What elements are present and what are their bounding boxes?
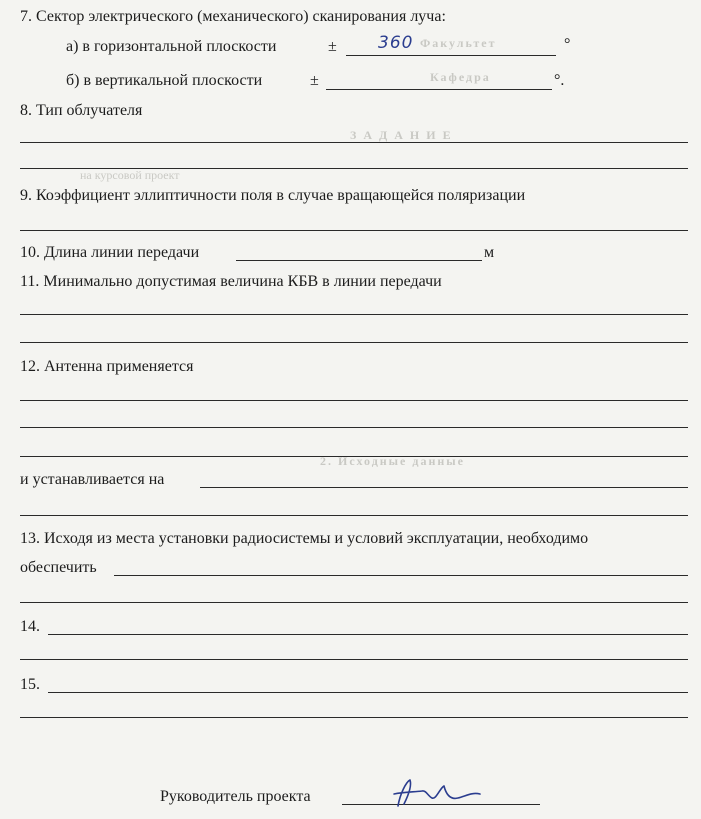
item-15-field-line-1[interactable]	[48, 692, 688, 693]
item-7b-sign: ±	[310, 72, 319, 89]
item-7a-unit: °	[564, 36, 571, 53]
item-13-line-2: обеспечить	[20, 559, 97, 576]
item-7a-label: а) в горизонтальной плоскости	[66, 38, 277, 55]
show-through-text: З А Д А Н И Е	[350, 128, 453, 142]
item-10-field[interactable]	[236, 260, 482, 261]
item-7b-label: б) в вертикальной плоскости	[66, 72, 263, 89]
show-through-text: на курсовой проект	[80, 168, 180, 182]
item-12-title: 12. Антенна применяется	[20, 358, 194, 375]
item-10-title: 10. Длина линии передачи	[20, 244, 200, 261]
item-14-field-line-1[interactable]	[48, 634, 688, 635]
item-7-title: 7. Сектор электрического (механического) сканирования луча:	[20, 8, 446, 25]
item-15-title: 15.	[20, 676, 40, 693]
item-11-title: 11. Минимально допустимая величина КБВ в линии передачи	[20, 273, 442, 290]
item-9-title: 9. Коэффициент эллиптичности поля в случае вращающейся поляризации	[20, 187, 526, 204]
show-through-text: Факультет	[420, 36, 497, 50]
item-8-title: 8. Тип облучателя	[20, 102, 143, 119]
item-10-unit: м	[484, 244, 495, 261]
item-7b-unit: °.	[554, 72, 565, 89]
item-9-field[interactable]	[20, 230, 688, 231]
item-11-field-line-2[interactable]	[20, 342, 688, 343]
show-through-text: Кафедра	[430, 70, 491, 84]
project-supervisor-label: Руководитель проекта	[160, 788, 311, 805]
item-12-field-line-2[interactable]	[20, 427, 688, 428]
item-7b-field[interactable]	[326, 89, 552, 90]
item-12-installed-label: и устанавливается на	[20, 471, 165, 488]
supervisor-signature	[380, 776, 490, 810]
item-12-installed-field-2[interactable]	[20, 515, 688, 516]
item-8-field-line-2[interactable]	[20, 168, 688, 169]
item-7a-value[interactable]: 360	[378, 33, 414, 53]
item-15-field-line-2[interactable]	[20, 717, 688, 718]
show-through-text: 2. Исходные данные	[320, 454, 465, 468]
item-7a-field[interactable]	[346, 55, 556, 56]
item-8-field-line-1[interactable]	[20, 142, 688, 143]
item-12-installed-field[interactable]	[200, 487, 688, 488]
item-14-title: 14.	[20, 618, 40, 635]
item-13-line-1: 13. Исходя из места установки радиосистемы и условий эксплуатации, необходимо	[20, 530, 589, 547]
item-12-field-line-3[interactable]	[20, 456, 688, 457]
item-7a-sign: ±	[328, 38, 337, 55]
item-14-field-line-2[interactable]	[20, 659, 688, 660]
item-12-field-line-1[interactable]	[20, 400, 688, 401]
item-13-field-line-2[interactable]	[20, 602, 688, 603]
item-11-field-line-1[interactable]	[20, 314, 688, 315]
item-13-field-line-1[interactable]	[114, 575, 688, 576]
